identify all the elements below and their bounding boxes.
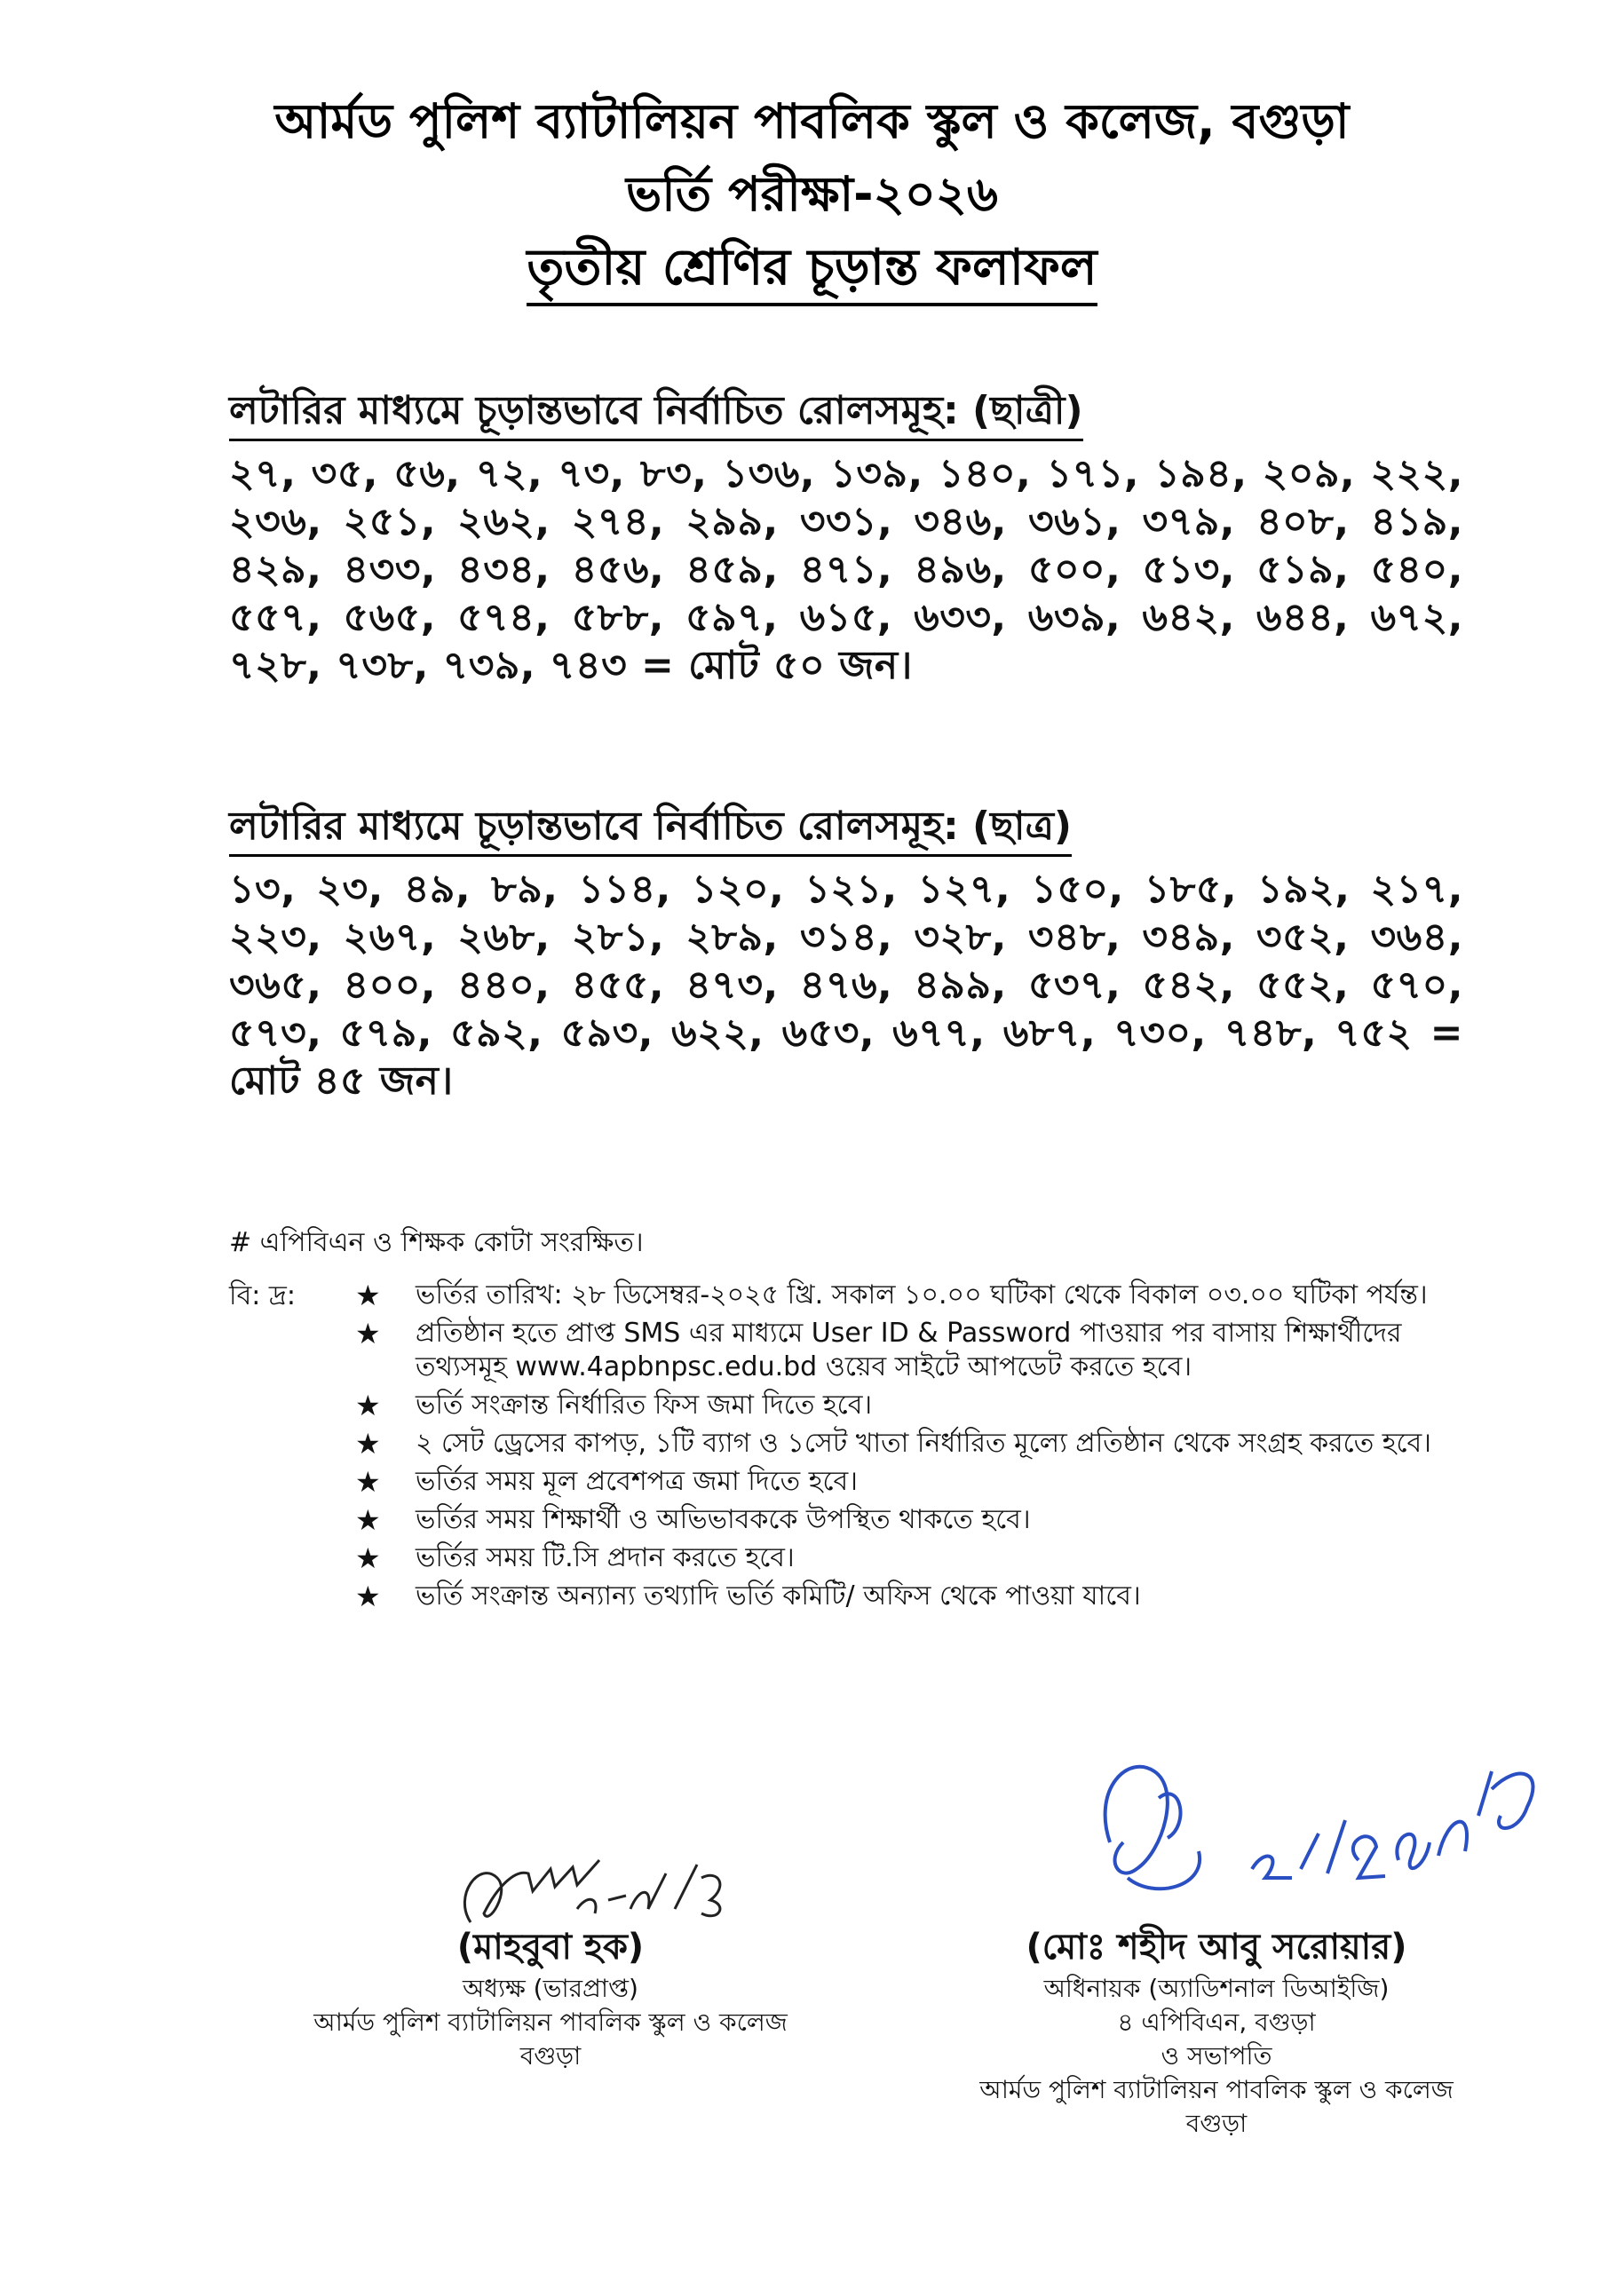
star-icon: ★ xyxy=(355,1389,381,1422)
girls-section-title: লটারির মাধ্যমে চূড়ান্তভাবে নির্বাচিত রোলসমূহ: (ছাত্রী) xyxy=(229,384,1083,441)
note-item: ★ ভর্তির সময় টি.সি প্রদান করতে হবে। xyxy=(355,1541,795,1575)
star-icon: ★ xyxy=(355,1580,381,1613)
boys-roll-list: ১৩, ২৩, ৪৯, ৮৯, ১১৪, ১২০, ১২১, ১২৭, ১৫০, ১৮৫, ১৯২, ২১৭, ২২৩, ২৬৭, ২৬৮, ২৮১, ২৮৯, ৩১৪, ৩২৮, ৩৪৮, ৩৪৯, ৩৫২, ৩৬৪, ৩৬৫, ৪০০, ৪৪০, ৪৫৫, ৪৭৩, ৪৭৬, ৪৯৯, ৫৩৭, ৫৪২, ৫৫২, ৫৭০, ৫৭৩, ৫৭৯, ৫৯২, ৫৯৩, ৬২২, ৬৫৩, ৬৭৭, ৬৮৭, ৭৩০, ৭৪৮, ৭৫২ = মোট ৪৫ জন। xyxy=(229,867,1463,1104)
notes-label: বি: দ্র: xyxy=(229,1280,296,1311)
right-signatory-name: (মোঃ শহীদ আবু সরোয়ার) xyxy=(1026,1927,1407,1968)
right-signatory-role: ও সভাপতি xyxy=(1161,2041,1272,2071)
girls-section xyxy=(229,384,1463,690)
note-item: ★ ভর্তির সময় মূল প্রবেশপত্র জমা দিতে হবে। xyxy=(355,1465,858,1499)
note-item: ★ প্রতিষ্ঠান হতে প্রাপ্ত SMS এর মাধ্যমে User ID & Password পাওয়ার পর বাসায় শিক্ষার্থীদের তথ্যসমূহ www.4apbnpsc.edu.bd ওয়েব সাইটে আপডেট করতে হবে। xyxy=(355,1317,1402,1382)
star-icon: ★ xyxy=(355,1279,381,1312)
school-name: আর্মড পুলিশ ব্যাটালিয়ন পাবলিক স্কুল ও কলেজ, বগুড়া xyxy=(274,93,1350,149)
star-icon: ★ xyxy=(355,1541,381,1575)
note-item: ★ ভর্তি সংক্রান্ত অন্যান্য তথ্যাদি ভর্তি কমিটি/ অফিস থেকে পাওয়া যাবে। xyxy=(355,1580,1141,1613)
result-title: তৃতীয় শ্রেণির চূড়ান্ত ফলাফল xyxy=(527,234,1097,306)
boys-section xyxy=(229,799,1463,1105)
boys-section-title: লটারির মাধ্যমে চূড়ান্তভাবে নির্বাচিত রোলসমূহ: (ছাত্র) xyxy=(229,799,1072,857)
left-signatory-name: (মাহবুবা হক) xyxy=(456,1927,645,1968)
quota-note: # এপিবিএন ও শিক্ষক কোটা সংরক্ষিত। xyxy=(229,1227,644,1258)
star-icon: ★ xyxy=(355,1503,381,1537)
right-signatory-city: বগুড়া xyxy=(1185,2109,1248,2138)
exam-title: ভর্তি পরীক্ষা-২০২৬ xyxy=(625,166,999,222)
left-signatory-designation: অধ্যক্ষ (ভারপ্রাপ্ত) xyxy=(463,1974,638,2003)
note-item: ★ ভর্তির তারিখ: ২৮ ডিসেম্বর-২০২৫ খ্রি. সকাল ১০.০০ ঘটিকা থেকে বিকাল ০৩.০০ ঘটিকা পর্যন্ত। xyxy=(355,1279,1428,1312)
notes-list xyxy=(229,1279,1463,1618)
left-signatory-institution: আর্মড পুলিশ ব্যাটালিয়ন পাবলিক স্কুল ও কলেজ xyxy=(313,2008,788,2037)
note-item: ★ ২ সেট ড্রেসের কাপড়, ১টি ব্যাগ ও ১সেট খাতা নির্ধারিত মূল্যে প্রতিষ্ঠান থেকে সংগ্রহ করতে হবে। xyxy=(355,1427,1431,1461)
right-signature-icon xyxy=(1074,1736,1607,1913)
left-signatory-city: বগুড়া xyxy=(519,2041,582,2071)
girls-roll-list: ২৭, ৩৫, ৫৬, ৭২, ৭৩, ৮৩, ১৩৬, ১৩৯, ১৪০, ১৭১, ১৯৪, ২০৯, ২২২, ২৩৬, ২৫১, ২৬২, ২৭৪, ২৯৯, ৩৩১, ৩৪৬, ৩৬১, ৩৭৯, ৪০৮, ৪১৯, ৪২৯, ৪৩৩, ৪৩৪, ৪৫৬, ৪৫৯, ৪৭১, ৪৯৬, ৫০০, ৫১৩, ৫১৯, ৫৪০, ৫৫৭, ৫৬৫, ৫৭৪, ৫৮৮, ৫৯৭, ৬১৫, ৬৩৩, ৬৩৯, ৬৪২, ৬৪৪, ৬৭২, ৭২৮, ৭৩৮, ৭৩৯, ৭৪৩ = মোট ৫০ জন। xyxy=(229,451,1463,688)
note-item: ★ ভর্তির সময় শিক্ষার্থী ও অভিভাবককে উপস্থিত থাকতে হবে। xyxy=(355,1503,1031,1537)
left-signatory xyxy=(222,1922,879,2073)
note-item: ★ ভর্তি সংক্রান্ত নির্ধারিত ফিস জমা দিতে হবে। xyxy=(355,1389,873,1422)
right-signatory xyxy=(897,1922,1536,2141)
document-header xyxy=(0,84,1624,306)
star-icon: ★ xyxy=(355,1465,381,1499)
star-icon: ★ xyxy=(355,1427,381,1461)
star-icon: ★ xyxy=(355,1317,381,1350)
right-signatory-unit: ৪ এপিবিএন, বগুড়া xyxy=(1117,2008,1316,2037)
right-signatory-institution: আর্মড পুলিশ ব্যাটালিয়ন পাবলিক স্কুল ও কলেজ xyxy=(979,2075,1454,2104)
right-signatory-designation: অধিনায়ক (অ্যাডিশনাল ডিআইজি) xyxy=(1043,1974,1390,2003)
